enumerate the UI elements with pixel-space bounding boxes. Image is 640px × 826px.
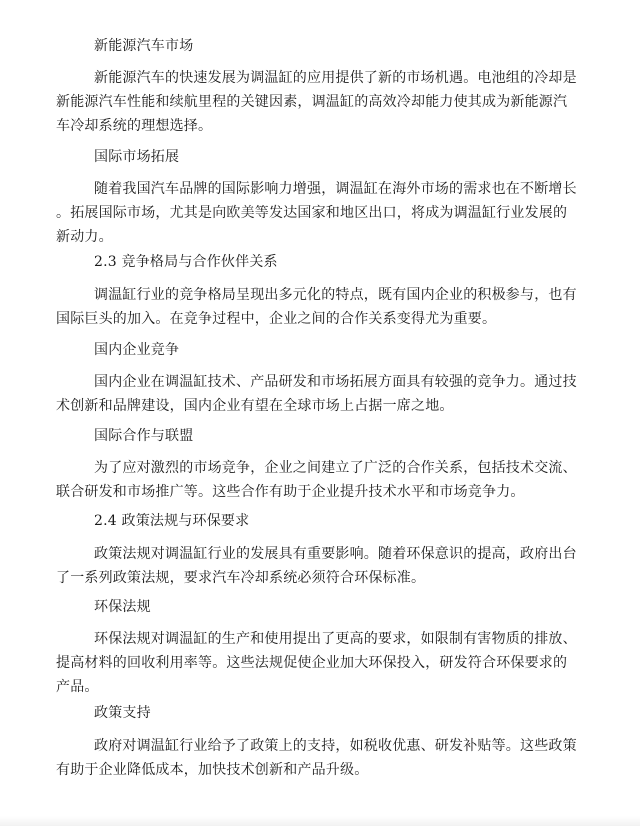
paragraph-line: 车冷却系统的理想选择。 bbox=[56, 118, 213, 134]
paragraph-line: 有助于企业降低成本，加快技术创新和产品升级。 bbox=[56, 762, 369, 778]
heading-text: 国际合作与联盟 bbox=[94, 428, 194, 444]
paragraph-line: 新能源汽车的快速发展为调温缸的应用提供了新的市场机遇。电池组的冷却是 bbox=[94, 70, 577, 86]
paragraph-ev-market bbox=[56, 66, 576, 138]
heading-text: 新能源汽车市场 bbox=[94, 38, 194, 54]
section-heading-international-expansion bbox=[94, 147, 574, 167]
section-heading-policy-support bbox=[94, 703, 574, 723]
heading-text: 国际市场拓展 bbox=[94, 149, 180, 165]
paragraph-policy-support bbox=[56, 734, 576, 782]
section-heading-international-cooperation bbox=[94, 426, 574, 446]
paragraph-line: 。拓展国际市场，尤其是向欧美等发达国家和地区出口，将成为调温缸行业发展的 bbox=[56, 205, 568, 221]
paragraph-domestic-competition bbox=[56, 370, 576, 418]
heading-text: 2.3 竞争格局与合作伙伴关系 bbox=[94, 254, 278, 270]
paragraph-line: 提高材料的回收利用率等。这些法规促使企业加大环保投入，研发符合环保要求的 bbox=[56, 655, 568, 671]
paragraph-environmental-regulations bbox=[56, 627, 576, 699]
paragraph-policy bbox=[56, 542, 576, 590]
paragraph-line: 为了应对激烈的市场竞争，企业之间建立了广泛的合作关系，包括技术交流、 bbox=[94, 460, 577, 476]
paragraph-line: 新能源汽车性能和续航里程的关键因素，调温缸的高效冷却能力使其成为新能源汽 bbox=[56, 94, 568, 110]
paragraph-line: 国际巨头的加入。在竞争过程中，企业之间的合作关系变得尤为重要。 bbox=[56, 311, 497, 327]
section-heading-ev-market bbox=[94, 36, 574, 56]
section-heading-environmental-regulations bbox=[94, 597, 574, 617]
paragraph-line: 新动力。 bbox=[56, 229, 113, 245]
paragraph-line: 环保法规对调温缸的生产和使用提出了更高的要求，如限制有害物质的排放、 bbox=[94, 631, 577, 647]
paragraph-line: 国内企业在调温缸技术、产品研发和市场拓展方面具有较强的竞争力。通过技 bbox=[94, 374, 577, 390]
section-heading-domestic-competition bbox=[94, 340, 574, 360]
heading-text: 国内企业竞争 bbox=[94, 342, 180, 358]
paragraph-line: 政府对调温缸行业给予了政策上的支持，如税收优惠、研发补贴等。这些政策 bbox=[94, 738, 577, 754]
section-heading-2-3 bbox=[94, 252, 574, 272]
heading-text: 2.4 政策法规与环保要求 bbox=[94, 513, 250, 529]
paragraph-line: 产品。 bbox=[56, 679, 99, 695]
heading-text: 环保法规 bbox=[94, 599, 151, 615]
paragraph-international-expansion bbox=[56, 177, 576, 249]
heading-text: 政策支持 bbox=[94, 705, 151, 721]
paragraph-line: 调温缸行业的竞争格局呈现出多元化的特点，既有国内企业的积极参与，也有 bbox=[94, 287, 577, 303]
section-heading-2-4 bbox=[94, 511, 574, 531]
paragraph-line: 了一系列政策法规，要求汽车冷却系统必须符合环保标准。 bbox=[56, 570, 426, 586]
paragraph-line: 随着我国汽车品牌的国际影响力增强，调温缸在海外市场的需求也在不断增长 bbox=[94, 181, 577, 197]
paragraph-competition bbox=[56, 283, 576, 331]
page-bottom-edge bbox=[0, 816, 640, 826]
paragraph-line: 联合研发和市场推广等。这些合作有助于企业提升技术水平和市场竞争力。 bbox=[56, 484, 525, 500]
paragraph-line: 术创新和品牌建设，国内企业有望在全球市场上占据一席之地。 bbox=[56, 398, 454, 414]
paragraph-international-cooperation bbox=[56, 456, 576, 504]
paragraph-line: 政策法规对调温缸行业的发展具有重要影响。随着环保意识的提高，政府出台 bbox=[94, 546, 577, 562]
